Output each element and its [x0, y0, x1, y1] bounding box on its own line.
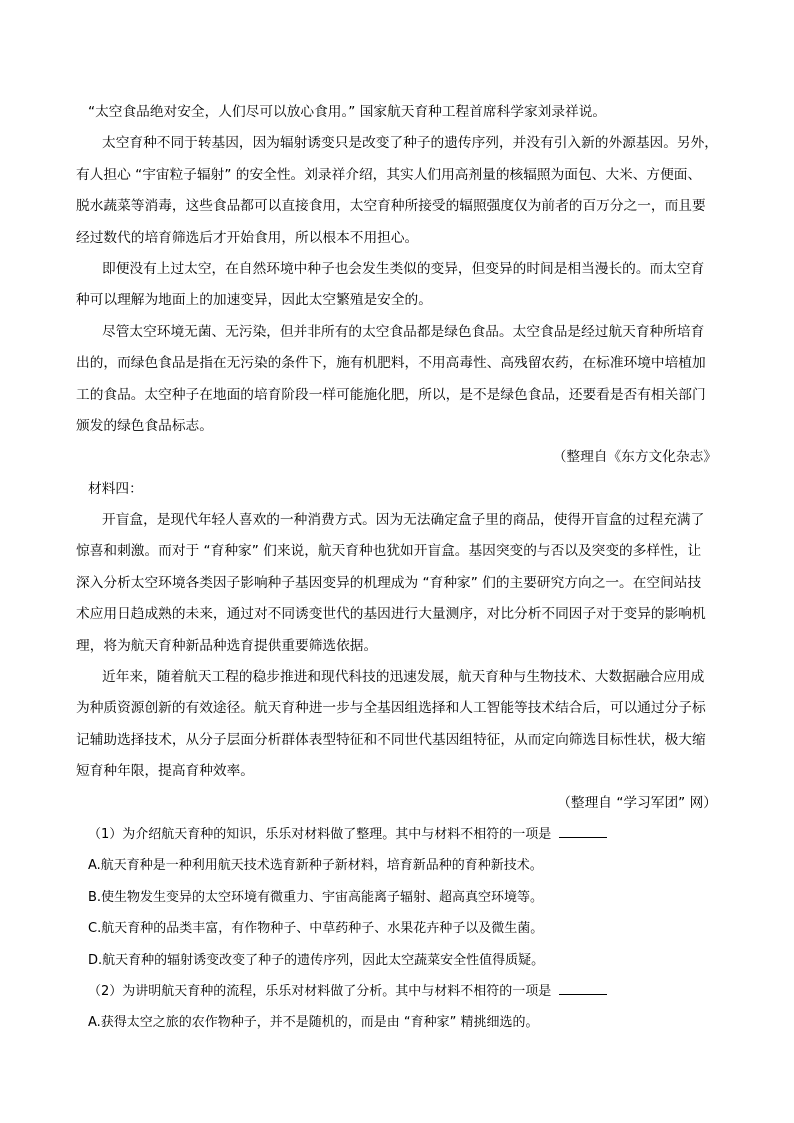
text-line: 为种质资源创新的有效途径。航天育种进一步与全基因组选择和人工智能等技术结合后，可以通过分子标 — [76, 700, 706, 717]
text-line: 有人担心 “宇宙粒子辐射” 的安全性。刘录祥介绍，其实人们用高剂量的核辐照为面包、大米、方便面、 — [76, 166, 702, 183]
answer-option: A.获得太空之旅的农作物种子，并不是随机的，而是由 “育种家” 精挑细选的。 — [88, 1015, 539, 1031]
answer-blank[interactable] — [559, 825, 607, 838]
text-line: 出的，而绿色食品是指在无污染的条件下，施有机肥料，不用高毒性、高残留农药，在标准环境中培植加 — [76, 355, 706, 372]
text-line: 惊喜和刺激。而对于 “育种家” 们来说，航天育种也犹如开盲盒。基因突变的与否以及突变的多样性，让 — [76, 543, 702, 560]
text-line: 尽管太空环境无菌、无污染，但并非所有的太空食品都是绿色食品。太空食品是经过航天育种所培育 — [102, 323, 705, 340]
paragraph — [76, 317, 721, 443]
text-line: 工的食品。太空种子在地面的培育阶段一样可能施化肥，所以，是不是绿色食品，还要看是否有相关部门 — [76, 386, 706, 403]
text-line: 脱水蔬菜等消毒，这些食品都可以直接食用，太空育种所接受的辐照强度仅为前者的百万分之一，而且要 — [76, 198, 706, 215]
answer-option: D.航天育种的辐射诱变改变了种子的遗传序列，因此太空蔬菜安全性值得质疑。 — [88, 952, 545, 968]
paragraph — [76, 505, 721, 662]
paragraph — [76, 662, 721, 788]
text-line: 短育种年限，提高育种效率。 — [76, 763, 254, 780]
passage3-paragraphs — [76, 128, 721, 442]
paragraph — [76, 254, 721, 317]
text-line: 近年来，随着航天工程的稳步推进和现代科技的迅速发展，航天育种与生物技术、大数据融合应用成 — [102, 669, 705, 686]
text-line: 理，将为航天育种新品种选育提供重要筛选依据。 — [76, 637, 378, 654]
text-line: 经过数代的培育筛选后才开始食用，所以根本不用担心。 — [76, 229, 419, 246]
question-stem — [76, 819, 721, 850]
text-line: 深入分析太空环境各类因子影响种子基因变异的机理成为 “育种家” 们的主要研究方向之一。在空间站技 — [76, 574, 702, 591]
text-line: 记辅助选择技术，从分子层面分析群体表型特征和不同世代基因组特征，从而定向筛选目标性状，极大缩 — [76, 731, 706, 748]
question-text: （1）为介绍航天育种的知识，乐乐对材料做了整理。其中与材料不相符的一项是 — [88, 826, 552, 842]
paragraph — [76, 128, 721, 254]
document-body — [76, 97, 721, 1039]
quote-line: “太空食品绝对安全，人们尽可以放心食用。” 国家航天育种工程首席科学家刘录祥说。 — [88, 104, 607, 120]
text-line: 种可以理解为地面上的加速变异，因此太空繁殖是安全的。 — [76, 292, 432, 309]
source-citation: （整理自 “学习军团” 网） — [557, 794, 717, 811]
text-line: 术应用日趋成熟的未来，通过对不同诱变世代的基因进行大量测序，对比分析不同因子对于变异的影响机 — [76, 606, 706, 623]
section-heading: 材料四： — [88, 480, 143, 497]
text-line: 开盲盒，是现代年轻人喜欢的一种消费方式。因为无法确定盒子里的商品，使得开盲盒的过程充满了 — [102, 512, 705, 529]
answer-option: B.使生物发生变异的太空环境有微重力、宇宙高能离子辐射、超高真空环境等。 — [88, 889, 544, 905]
passage4-paragraphs — [76, 505, 721, 788]
answer-option: C.航天育种的品类丰富，有作物种子、中草药种子、水果花卉种子以及微生菌。 — [88, 921, 544, 937]
question-stem — [76, 976, 721, 1007]
answer-option: A.航天育种是一种利用航天技术选育新种子新材料，培育新品种的育种新技术。 — [88, 858, 543, 874]
source-citation: （整理自《东方文化杂志》 — [552, 449, 717, 466]
text-line: 颁发的绿色食品标志。 — [76, 417, 213, 434]
text-line: 即便没有上过太空，在自然环境中种子也会发生类似的变异，但变异的时间是相当漫长的。而太空育 — [102, 260, 705, 277]
answer-blank[interactable] — [559, 982, 607, 995]
text-line: 太空育种不同于转基因，因为辐射诱变只是改变了种子的遗传序列，并没有引入新的外源基因。另外， — [102, 135, 718, 152]
question-text: （2）为讲明航天育种的流程，乐乐对材料做了分析。其中与材料不相符的一项是 — [88, 983, 552, 999]
questions — [76, 819, 721, 1039]
